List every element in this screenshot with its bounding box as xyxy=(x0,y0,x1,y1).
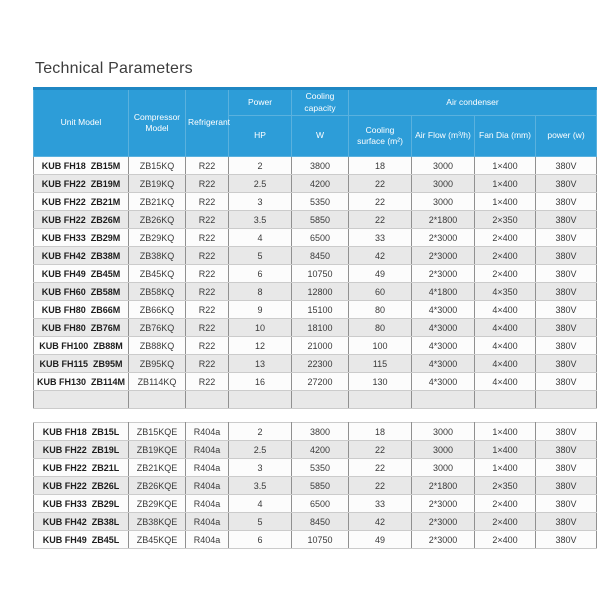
page-title: Technical Parameters xyxy=(35,60,193,77)
col-header-air-flow: Air Flow (m³/h) xyxy=(412,116,475,157)
cooling-capacity-cell: 15100 xyxy=(292,301,349,319)
table-row xyxy=(34,531,597,549)
fan-dia-cell: 2×400 xyxy=(475,265,536,283)
unit-model-cell: KUB FH18 ZB15M xyxy=(34,157,129,175)
cooling-surface-cell: 33 xyxy=(349,229,412,247)
hp-cell: 2.5 xyxy=(229,175,292,193)
compressor-model-cell: ZB95KQ xyxy=(129,355,186,373)
hp-cell: 2.5 xyxy=(229,441,292,459)
unit-model-cell: KUB FH22 ZB21M xyxy=(34,193,129,211)
cooling-surface-cell: 130 xyxy=(349,373,412,391)
cooling-capacity-cell: 6500 xyxy=(292,495,349,513)
power-cell: 380V xyxy=(536,495,597,513)
cooling-capacity-cell: 12800 xyxy=(292,283,349,301)
hp-cell: 2 xyxy=(229,157,292,175)
hp-cell xyxy=(229,391,292,409)
fan-dia-cell: 2×350 xyxy=(475,211,536,229)
refrigerant-cell: R22 xyxy=(186,229,229,247)
air-flow-cell: 4*3000 xyxy=(412,301,475,319)
col-header-hp: HP xyxy=(229,116,292,157)
power-cell: 380V xyxy=(536,513,597,531)
hp-cell: 8 xyxy=(229,283,292,301)
refrigerant-cell: R22 xyxy=(186,193,229,211)
cooling-capacity-cell: 5350 xyxy=(292,193,349,211)
table-row xyxy=(34,157,597,175)
parameters-table-section-2 xyxy=(33,422,597,549)
power-cell xyxy=(536,391,597,409)
fan-dia-cell: 4×350 xyxy=(475,283,536,301)
fan-dia-cell: 1×400 xyxy=(475,175,536,193)
hp-cell: 4 xyxy=(229,495,292,513)
fan-dia-cell: 4×400 xyxy=(475,337,536,355)
unit-model-cell: KUB FH22 ZB19M xyxy=(34,175,129,193)
unit-model-cell: KUB FH33 ZB29M xyxy=(34,229,129,247)
refrigerant-cell: R404a xyxy=(186,531,229,549)
power-cell: 380V xyxy=(536,319,597,337)
cooling-surface-cell: 33 xyxy=(349,495,412,513)
cooling-capacity-cell: 18100 xyxy=(292,319,349,337)
compressor-model-cell: ZB45KQ xyxy=(129,265,186,283)
power-cell: 380V xyxy=(536,193,597,211)
cooling-surface-cell: 49 xyxy=(349,531,412,549)
col-group-cooling-capacity: Cooling capacity xyxy=(292,89,349,116)
air-flow-cell: 2*3000 xyxy=(412,265,475,283)
fan-dia-cell: 1×400 xyxy=(475,193,536,211)
unit-model-cell: KUB FH115 ZB95M xyxy=(34,355,129,373)
col-group-power: Power xyxy=(229,89,292,116)
refrigerant-cell: R22 xyxy=(186,301,229,319)
cooling-capacity-cell: 4200 xyxy=(292,175,349,193)
compressor-model-cell: ZB21KQE xyxy=(129,459,186,477)
compressor-model-cell: ZB58KQ xyxy=(129,283,186,301)
refrigerant-cell: R404a xyxy=(186,459,229,477)
col-header-unit-model: Unit Model xyxy=(34,89,129,157)
air-flow-cell: 4*3000 xyxy=(412,373,475,391)
hp-cell: 3.5 xyxy=(229,211,292,229)
unit-model-cell: KUB FH80 ZB66M xyxy=(34,301,129,319)
table-row xyxy=(34,337,597,355)
cooling-surface-cell: 22 xyxy=(349,193,412,211)
power-cell: 380V xyxy=(536,477,597,495)
cooling-capacity-cell: 4200 xyxy=(292,441,349,459)
hp-cell: 9 xyxy=(229,301,292,319)
air-flow-cell: 2*3000 xyxy=(412,229,475,247)
hp-cell: 3.5 xyxy=(229,477,292,495)
hp-cell: 16 xyxy=(229,373,292,391)
table-row xyxy=(34,441,597,459)
table-row xyxy=(34,283,597,301)
hp-cell: 4 xyxy=(229,229,292,247)
refrigerant-cell: R22 xyxy=(186,319,229,337)
col-header-cooling-surface: Cooling surface (m²) xyxy=(349,116,412,157)
hp-cell: 6 xyxy=(229,265,292,283)
hp-cell: 2 xyxy=(229,423,292,441)
fan-dia-cell: 2×350 xyxy=(475,477,536,495)
air-flow-cell: 3000 xyxy=(412,441,475,459)
cooling-capacity-cell: 10750 xyxy=(292,265,349,283)
air-flow-cell: 3000 xyxy=(412,193,475,211)
cooling-capacity-cell: 5850 xyxy=(292,477,349,495)
fan-dia-cell: 2×400 xyxy=(475,495,536,513)
cooling-capacity-cell: 22300 xyxy=(292,355,349,373)
compressor-model-cell: ZB38KQ xyxy=(129,247,186,265)
table-row xyxy=(34,247,597,265)
power-cell: 380V xyxy=(536,441,597,459)
cooling-surface-cell: 80 xyxy=(349,319,412,337)
col-header-w: W xyxy=(292,116,349,157)
hp-cell: 12 xyxy=(229,337,292,355)
power-cell: 380V xyxy=(536,459,597,477)
air-flow-cell: 4*3000 xyxy=(412,355,475,373)
refrigerant-cell: R22 xyxy=(186,337,229,355)
hp-cell: 13 xyxy=(229,355,292,373)
cooling-surface-cell: 22 xyxy=(349,459,412,477)
table-row xyxy=(34,229,597,247)
table-body-r22 xyxy=(34,157,597,409)
air-flow-cell: 3000 xyxy=(412,157,475,175)
power-cell: 380V xyxy=(536,175,597,193)
unit-model-cell: KUB FH80 ZB76M xyxy=(34,319,129,337)
unit-model-cell: KUB FH22 ZB26L xyxy=(34,477,129,495)
compressor-model-cell: ZB88KQ xyxy=(129,337,186,355)
table-row xyxy=(34,391,597,409)
compressor-model-cell: ZB66KQ xyxy=(129,301,186,319)
cooling-surface-cell: 60 xyxy=(349,283,412,301)
fan-dia-cell: 1×400 xyxy=(475,459,536,477)
air-flow-cell: 2*3000 xyxy=(412,531,475,549)
fan-dia-cell: 2×400 xyxy=(475,531,536,549)
table-body-r404a xyxy=(34,423,597,549)
air-flow-cell: 2*1800 xyxy=(412,211,475,229)
hp-cell: 3 xyxy=(229,459,292,477)
table-row xyxy=(34,495,597,513)
refrigerant-cell: R404a xyxy=(186,495,229,513)
fan-dia-cell: 4×400 xyxy=(475,355,536,373)
air-flow-cell: 3000 xyxy=(412,423,475,441)
refrigerant-cell: R22 xyxy=(186,211,229,229)
cooling-capacity-cell: 5850 xyxy=(292,211,349,229)
fan-dia-cell: 4×400 xyxy=(475,319,536,337)
table-row xyxy=(34,513,597,531)
compressor-model-cell xyxy=(129,391,186,409)
cooling-capacity-cell: 21000 xyxy=(292,337,349,355)
unit-model-cell xyxy=(34,391,129,409)
cooling-surface-cell: 49 xyxy=(349,265,412,283)
power-cell: 380V xyxy=(536,211,597,229)
refrigerant-cell: R404a xyxy=(186,423,229,441)
table-row xyxy=(34,175,597,193)
table-row xyxy=(34,373,597,391)
cooling-surface-cell: 22 xyxy=(349,441,412,459)
table-row xyxy=(34,355,597,373)
fan-dia-cell: 1×400 xyxy=(475,157,536,175)
refrigerant-cell: R22 xyxy=(186,283,229,301)
refrigerant-cell: R404a xyxy=(186,477,229,495)
refrigerant-cell xyxy=(186,391,229,409)
unit-model-cell: KUB FH22 ZB26M xyxy=(34,211,129,229)
cooling-surface-cell: 115 xyxy=(349,355,412,373)
power-cell: 380V xyxy=(536,247,597,265)
col-header-fan-dia: Fan Dia (mm) xyxy=(475,116,536,157)
air-flow-cell: 3000 xyxy=(412,459,475,477)
air-flow-cell: 2*3000 xyxy=(412,513,475,531)
refrigerant-cell: R404a xyxy=(186,513,229,531)
cooling-capacity-cell: 10750 xyxy=(292,531,349,549)
cooling-capacity-cell: 8450 xyxy=(292,247,349,265)
power-cell: 380V xyxy=(536,265,597,283)
air-flow-cell: 2*3000 xyxy=(412,495,475,513)
cooling-surface-cell: 42 xyxy=(349,513,412,531)
cooling-surface-cell: 22 xyxy=(349,477,412,495)
cooling-capacity-cell: 3800 xyxy=(292,157,349,175)
hp-cell: 5 xyxy=(229,247,292,265)
table-row xyxy=(34,477,597,495)
hp-cell: 5 xyxy=(229,513,292,531)
unit-model-cell: KUB FH22 ZB19L xyxy=(34,441,129,459)
cooling-capacity-cell: 6500 xyxy=(292,229,349,247)
compressor-model-cell: ZB26KQ xyxy=(129,211,186,229)
table-row xyxy=(34,423,597,441)
compressor-model-cell: ZB21KQ xyxy=(129,193,186,211)
fan-dia-cell: 1×400 xyxy=(475,441,536,459)
table-row xyxy=(34,459,597,477)
unit-model-cell: KUB FH22 ZB21L xyxy=(34,459,129,477)
table-row xyxy=(34,301,597,319)
power-cell: 380V xyxy=(536,355,597,373)
air-flow-cell: 4*3000 xyxy=(412,337,475,355)
table-row xyxy=(34,265,597,283)
cooling-surface-cell: 100 xyxy=(349,337,412,355)
technical-parameters-section xyxy=(33,60,596,549)
col-group-air-condenser: Air condenser xyxy=(349,89,597,116)
table-header xyxy=(34,89,597,157)
power-cell: 380V xyxy=(536,531,597,549)
cooling-surface-cell: 18 xyxy=(349,157,412,175)
power-cell: 380V xyxy=(536,301,597,319)
refrigerant-cell: R22 xyxy=(186,157,229,175)
col-header-power-w: power (w) xyxy=(536,116,597,157)
refrigerant-cell: R22 xyxy=(186,247,229,265)
cooling-surface-cell: 22 xyxy=(349,175,412,193)
table-row xyxy=(34,211,597,229)
compressor-model-cell: ZB29KQ xyxy=(129,229,186,247)
air-flow-cell: 2*1800 xyxy=(412,477,475,495)
refrigerant-cell: R22 xyxy=(186,175,229,193)
compressor-model-cell: ZB19KQ xyxy=(129,175,186,193)
compressor-model-cell: ZB114KQ xyxy=(129,373,186,391)
refrigerant-cell: R22 xyxy=(186,265,229,283)
refrigerant-cell: R22 xyxy=(186,373,229,391)
unit-model-cell: KUB FH42 ZB38L xyxy=(34,513,129,531)
unit-model-cell: KUB FH49 ZB45L xyxy=(34,531,129,549)
unit-model-cell: KUB FH18 ZB15L xyxy=(34,423,129,441)
compressor-model-cell: ZB19KQE xyxy=(129,441,186,459)
unit-model-cell: KUB FH130 ZB114M xyxy=(34,373,129,391)
compressor-model-cell: ZB45KQE xyxy=(129,531,186,549)
unit-model-cell: KUB FH100 ZB88M xyxy=(34,337,129,355)
cooling-capacity-cell: 5350 xyxy=(292,459,349,477)
cooling-capacity-cell: 8450 xyxy=(292,513,349,531)
air-flow-cell: 3000 xyxy=(412,175,475,193)
table-row xyxy=(34,193,597,211)
air-flow-cell: 4*3000 xyxy=(412,319,475,337)
cooling-capacity-cell xyxy=(292,391,349,409)
fan-dia-cell: 2×400 xyxy=(475,513,536,531)
compressor-model-cell: ZB15KQ xyxy=(129,157,186,175)
unit-model-cell: KUB FH49 ZB45M xyxy=(34,265,129,283)
hp-cell: 10 xyxy=(229,319,292,337)
cooling-surface-cell: 22 xyxy=(349,211,412,229)
air-flow-cell: 2*3000 xyxy=(412,247,475,265)
cooling-surface-cell: 42 xyxy=(349,247,412,265)
hp-cell: 3 xyxy=(229,193,292,211)
unit-model-cell: KUB FH33 ZB29L xyxy=(34,495,129,513)
fan-dia-cell: 4×400 xyxy=(475,373,536,391)
power-cell: 380V xyxy=(536,423,597,441)
air-flow-cell: 4*1800 xyxy=(412,283,475,301)
power-cell: 380V xyxy=(536,283,597,301)
compressor-model-cell: ZB29KQE xyxy=(129,495,186,513)
unit-model-cell: KUB FH42 ZB38M xyxy=(34,247,129,265)
section-divider-gap xyxy=(33,409,596,422)
hp-cell: 6 xyxy=(229,531,292,549)
power-cell: 380V xyxy=(536,373,597,391)
unit-model-cell: KUB FH60 ZB58M xyxy=(34,283,129,301)
parameters-table-section-1 xyxy=(33,87,597,409)
air-flow-cell xyxy=(412,391,475,409)
power-cell: 380V xyxy=(536,229,597,247)
cooling-surface-cell xyxy=(349,391,412,409)
fan-dia-cell: 2×400 xyxy=(475,247,536,265)
fan-dia-cell: 1×400 xyxy=(475,423,536,441)
fan-dia-cell: 2×400 xyxy=(475,229,536,247)
table-row xyxy=(34,319,597,337)
refrigerant-cell: R22 xyxy=(186,355,229,373)
cooling-surface-cell: 80 xyxy=(349,301,412,319)
fan-dia-cell: 4×400 xyxy=(475,301,536,319)
compressor-model-cell: ZB38KQE xyxy=(129,513,186,531)
power-cell: 380V xyxy=(536,337,597,355)
compressor-model-cell: ZB76KQ xyxy=(129,319,186,337)
cooling-surface-cell: 18 xyxy=(349,423,412,441)
cooling-capacity-cell: 3800 xyxy=(292,423,349,441)
compressor-model-cell: ZB15KQE xyxy=(129,423,186,441)
cooling-capacity-cell: 27200 xyxy=(292,373,349,391)
col-header-compressor-model: Compressor Model xyxy=(129,89,186,157)
power-cell: 380V xyxy=(536,157,597,175)
fan-dia-cell xyxy=(475,391,536,409)
col-header-refrigerant: Refrigerant xyxy=(186,89,229,157)
refrigerant-cell: R404a xyxy=(186,441,229,459)
compressor-model-cell: ZB26KQE xyxy=(129,477,186,495)
